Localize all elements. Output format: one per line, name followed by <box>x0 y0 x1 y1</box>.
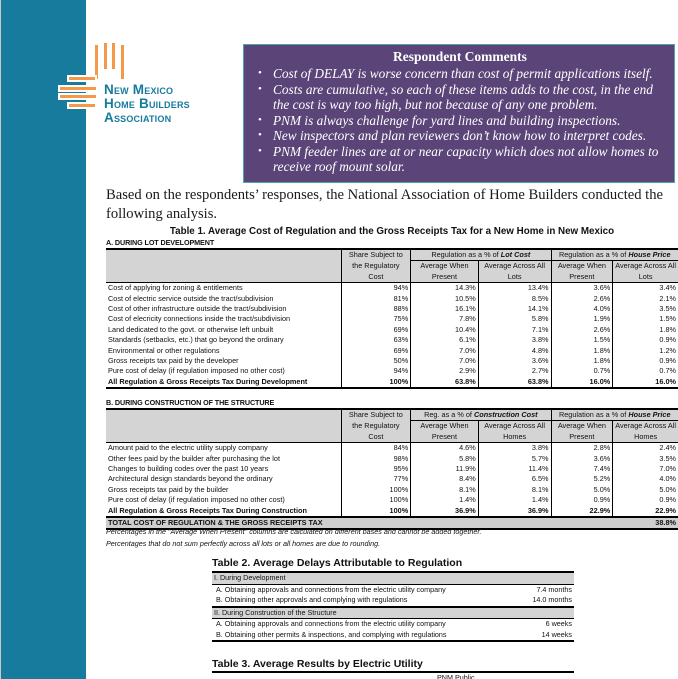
footnote-2: Percentages that do not sum perfectly across all lots or all homes are due to rounding. <box>106 539 381 548</box>
cell-lot-all: 4.8% <box>478 346 551 356</box>
table-row <box>106 294 678 304</box>
header-avg-all-2: Homes <box>478 432 551 443</box>
cell-house-present: 2.6% <box>551 294 613 304</box>
row-label: A. Obtaining approvals and connections from the electric utility company <box>216 584 446 594</box>
row-label: B. Obtaining other permits & inspections, and complying with regulations <box>212 630 502 642</box>
header-share-2: the Regulatory <box>341 261 411 272</box>
grand-total-label: TOTAL COST OF REGULATION & THE GROSS RECEIPTS TAX <box>106 517 613 529</box>
cell-c-present: 11.9% <box>411 464 479 474</box>
row-label: Cost of elecricity connections inside the tract/subdivision <box>108 314 291 324</box>
header-group-lot-cost: Regulation as a % of Lot Cost <box>411 249 551 261</box>
cell-share: 100% <box>341 495 411 505</box>
cell-house-all: 5.0% <box>613 485 678 495</box>
cell-lot-present: 2.9% <box>411 366 479 376</box>
table2-row <box>212 630 574 642</box>
header-share: Share Subject to <box>341 249 411 261</box>
header-avg-present-2: Present <box>551 432 613 443</box>
logo-line-2: Home Builders <box>104 96 190 111</box>
cell-lot-present: 10.4% <box>411 325 479 335</box>
cell-c-all: 8.1% <box>478 485 551 495</box>
table2-group-row <box>212 572 574 584</box>
header-share-3: Cost <box>341 272 411 283</box>
row-label: All Regulation & Gross Receipts Tax During Construction <box>108 505 307 515</box>
cell-lot-present: 6.1% <box>411 335 479 345</box>
cell-share: 100% <box>341 377 411 388</box>
cell-share: 63% <box>341 335 411 345</box>
cell-c-present: 8.4% <box>411 474 479 484</box>
cell-house-present: 1.8% <box>551 356 613 366</box>
cell-share: 100% <box>341 485 411 495</box>
cell-house-present: 3.6% <box>551 283 613 294</box>
row-label: Environmental or other regulations <box>108 345 220 355</box>
cell-house-present: 16.0% <box>551 377 613 388</box>
cell-house-present: 22.9% <box>551 506 613 517</box>
cell-lot-all: 14.1% <box>478 304 551 314</box>
row-value: 6 weeks <box>545 619 572 628</box>
cell-house-all: 0.7% <box>613 366 678 376</box>
row-label: Land dedicated to the govt. or otherwise left unbuilt <box>108 324 274 334</box>
cell-share: 50% <box>341 356 411 366</box>
table-row <box>106 454 678 464</box>
logo-line-3: Association <box>104 110 172 125</box>
cell-lot-all: 63.8% <box>478 377 551 388</box>
cell-house-all: 1.5% <box>613 314 678 324</box>
cell-house-all: 0.9% <box>613 356 678 366</box>
header-avg-all-2: Lots <box>613 272 678 283</box>
cell-c-all: 1.4% <box>478 495 551 505</box>
cell-lot-all: 3.6% <box>478 356 551 366</box>
row-label: B. Obtaining other approvals and complying with regulations <box>216 595 408 604</box>
cell-house-all: 16.0% <box>613 377 678 388</box>
header-share-3: Cost <box>341 432 411 443</box>
cell-house-present: 1.9% <box>551 314 613 324</box>
cell-house-all: 3.5% <box>613 454 678 464</box>
cell-house-all: 2.4% <box>613 443 678 454</box>
header-avg-present: Average When <box>411 261 479 272</box>
cell-share: 69% <box>341 346 411 356</box>
comment-item: • PNM is always challenge for yard lines and building inspections. <box>254 113 666 129</box>
row-value: 14 weeks <box>502 630 574 642</box>
table2-row <box>212 595 574 607</box>
header-avg-all-2: Lots <box>478 272 551 283</box>
comment-item: • Costs are cumulative, so each of these items adds to the cost, in the end the cost is way too high, but not because of any one problem. <box>254 82 666 113</box>
cell-share: 84% <box>341 443 411 454</box>
row-label: Other fees paid by the builder after purchasing the lot <box>108 453 280 463</box>
cell-house-present: 3.6% <box>551 454 613 464</box>
header-avg-all: Average Across All <box>613 261 678 272</box>
cell-house-all: 1.2% <box>613 346 678 356</box>
table-row <box>106 335 678 345</box>
table-row <box>106 474 678 484</box>
table2-row <box>212 619 574 630</box>
row-label: Cost of applying for zoning & entitlements <box>108 283 243 293</box>
header-group-construction-cost: Reg. as a % of Construction Cost <box>411 409 551 421</box>
row-label: Cost of electric service outside the tract/subdivision <box>108 293 274 303</box>
cell-lot-all: 13.4% <box>478 283 551 294</box>
table1-section-b <box>106 408 678 530</box>
cell-c-all: 11.4% <box>478 464 551 474</box>
cell-lot-all: 2.7% <box>478 366 551 376</box>
header-share: Share Subject to <box>341 409 411 421</box>
cell-share: 94% <box>341 283 411 294</box>
row-label: Changes to building codes over the past 10 years <box>108 464 269 474</box>
comment-item: • New inspectors and plan reviewers don’t know how to interpret codes. <box>254 128 666 144</box>
cell-house-present: 1.8% <box>551 346 613 356</box>
cell-lot-all: 8.5% <box>478 294 551 304</box>
cell-house-all: 3.4% <box>613 283 678 294</box>
cell-house-all: 3.5% <box>613 304 678 314</box>
row-value: 7.4 months <box>536 584 572 594</box>
cell-c-all: 3.8% <box>478 443 551 454</box>
footnote-1: Percentages in the "Average When Present" columns are calculated on different bases and cannot be added together. <box>106 527 482 536</box>
cell-share: 88% <box>341 304 411 314</box>
header-avg-all: Average Across All <box>613 421 678 432</box>
row-label: Gross receipts tax paid by the developer <box>108 356 239 366</box>
row-label: Amount paid to the electric utility supply company <box>108 443 268 453</box>
header-share-2: the Regulatory <box>341 421 411 432</box>
cell-house-present: 0.7% <box>551 366 613 376</box>
cell-c-present: 4.6% <box>411 443 479 454</box>
row-label: Pure cost of delay (if regulation imposed no other cost) <box>108 366 285 376</box>
header-avg-all: Average Across All <box>478 421 551 432</box>
header-avg-present: Average When <box>551 261 613 272</box>
group-label: I. During Development <box>212 572 574 584</box>
table-row <box>106 485 678 495</box>
cell-lot-present: 16.1% <box>411 304 479 314</box>
cell-share: 100% <box>341 506 411 517</box>
row-label: Gross receipts tax paid by the builder <box>108 484 229 494</box>
cell-c-present: 8.1% <box>411 485 479 495</box>
row-label: All Regulation & Gross Receipts Tax During Development <box>108 376 308 386</box>
row-label: Architectural design standards beyond the ordinary <box>108 474 273 484</box>
table2-group-row <box>212 607 574 619</box>
cell-lot-present: 10.5% <box>411 294 479 304</box>
cell-share: 95% <box>341 464 411 474</box>
cell-lot-all: 5.8% <box>478 314 551 324</box>
header-avg-present-2: Present <box>411 272 479 283</box>
cell-house-present: 0.9% <box>551 495 613 505</box>
header-spacer <box>106 249 341 261</box>
row-label: Pure cost of delay (if regulation imposed no other cost) <box>108 495 285 505</box>
header-group-house-price: Regulation as a % of House Price <box>551 409 678 421</box>
section-b-label: B. DURING CONSTRUCTION OF THE STRUCTURE <box>106 398 275 407</box>
table-row <box>106 325 678 335</box>
header-avg-present: Average When <box>411 421 479 432</box>
cell-lot-all: 7.1% <box>478 325 551 335</box>
table3-title: Table 3. Average Results by Electric Utility <box>212 658 423 670</box>
cell-lot-present: 7.0% <box>411 346 479 356</box>
cell-house-all: 22.9% <box>613 506 678 517</box>
cell-lot-present: 7.8% <box>411 314 479 324</box>
table2 <box>212 571 574 642</box>
cell-house-all: 0.9% <box>613 335 678 345</box>
organization-name <box>104 83 190 125</box>
section-a-label: A. DURING LOT DEVELOPMENT <box>106 238 215 247</box>
table3-top-rule <box>212 671 574 673</box>
table2-title: Table 2. Average Delays Attributable to Regulation <box>212 557 463 569</box>
grand-total-value: 38.8% <box>613 517 678 529</box>
cell-share: 75% <box>341 314 411 324</box>
cell-house-present: 5.2% <box>551 474 613 484</box>
table1-section-a <box>106 248 678 389</box>
cell-share: 69% <box>341 325 411 335</box>
table-row <box>106 366 678 376</box>
cell-share: 81% <box>341 294 411 304</box>
comments-title: Respondent Comments <box>393 49 527 64</box>
header-avg-present-2: Present <box>551 272 613 283</box>
subtotal-row <box>106 506 678 517</box>
table-row <box>106 346 678 356</box>
header-avg-present-2: Present <box>411 432 479 443</box>
cell-share: 77% <box>341 474 411 484</box>
table-row <box>106 304 678 314</box>
cell-house-present: 7.4% <box>551 464 613 474</box>
cell-c-present: 36.9% <box>411 506 479 517</box>
header-avg-all-2: Homes <box>613 432 678 443</box>
row-label: A. Obtaining approvals and connections from the electric utility company <box>216 619 446 628</box>
comment-item: • PNM feeder lines are at or near capacity which does not allow homes to receive roof mount solar. <box>254 144 666 175</box>
cell-share: 98% <box>341 454 411 464</box>
table3-column-header: PNM Public <box>437 673 475 679</box>
header-avg-present: Average When <box>551 421 613 432</box>
table2-row <box>212 584 574 595</box>
cell-lot-all: 3.8% <box>478 335 551 345</box>
respondent-comments-box <box>243 44 675 183</box>
table-row <box>106 314 678 324</box>
cell-lot-present: 7.0% <box>411 356 479 366</box>
cell-lot-present: 63.8% <box>411 377 479 388</box>
subtotal-row <box>106 377 678 388</box>
cell-house-all: 0.9% <box>613 495 678 505</box>
cell-share: 94% <box>341 366 411 376</box>
row-value: 14.0 months <box>532 595 572 604</box>
cell-house-present: 5.0% <box>551 485 613 495</box>
table-row <box>106 495 678 505</box>
cell-c-all: 6.5% <box>478 474 551 484</box>
cell-c-all: 5.7% <box>478 454 551 464</box>
cell-house-present: 2.6% <box>551 325 613 335</box>
cell-house-present: 4.0% <box>551 304 613 314</box>
cell-house-all: 2.1% <box>613 294 678 304</box>
table-row <box>106 464 678 474</box>
comment-item: • Cost of DELAY is worse concern than cost of permit applications itself. <box>254 66 666 82</box>
cell-c-present: 1.4% <box>411 495 479 505</box>
intro-paragraph: Based on the respondents’ responses, the National Association of Home Builders conducted the following analysis. <box>106 187 664 222</box>
group-label: II. During Construction of the Structure <box>212 607 574 619</box>
cell-house-present: 2.8% <box>551 443 613 454</box>
cell-lot-present: 14.3% <box>411 283 479 294</box>
cell-house-all: 4.0% <box>613 474 678 484</box>
cell-house-all: 1.8% <box>613 325 678 335</box>
table-row <box>106 356 678 366</box>
cell-c-present: 5.8% <box>411 454 479 464</box>
table1-title: Table 1. Average Cost of Regulation and the Gross Receipts Tax for a New Home in New Mexico <box>169 226 615 237</box>
table-row <box>106 283 678 294</box>
row-label: Standards (setbacks, etc.) that go beyond the ordinary <box>108 335 284 345</box>
logo-line-1: New Mexico <box>104 82 174 97</box>
table-row <box>106 443 678 454</box>
cell-c-all: 36.9% <box>478 506 551 517</box>
header-avg-all: Average Across All <box>478 261 551 272</box>
row-label: Cost of other infrastructure outside the tract/subdivision <box>108 304 287 314</box>
header-group-house-price: Regulation as a % of House Price <box>551 249 678 261</box>
cell-house-present: 1.5% <box>551 335 613 345</box>
comments-list <box>254 66 666 175</box>
cell-house-all: 7.0% <box>613 464 678 474</box>
